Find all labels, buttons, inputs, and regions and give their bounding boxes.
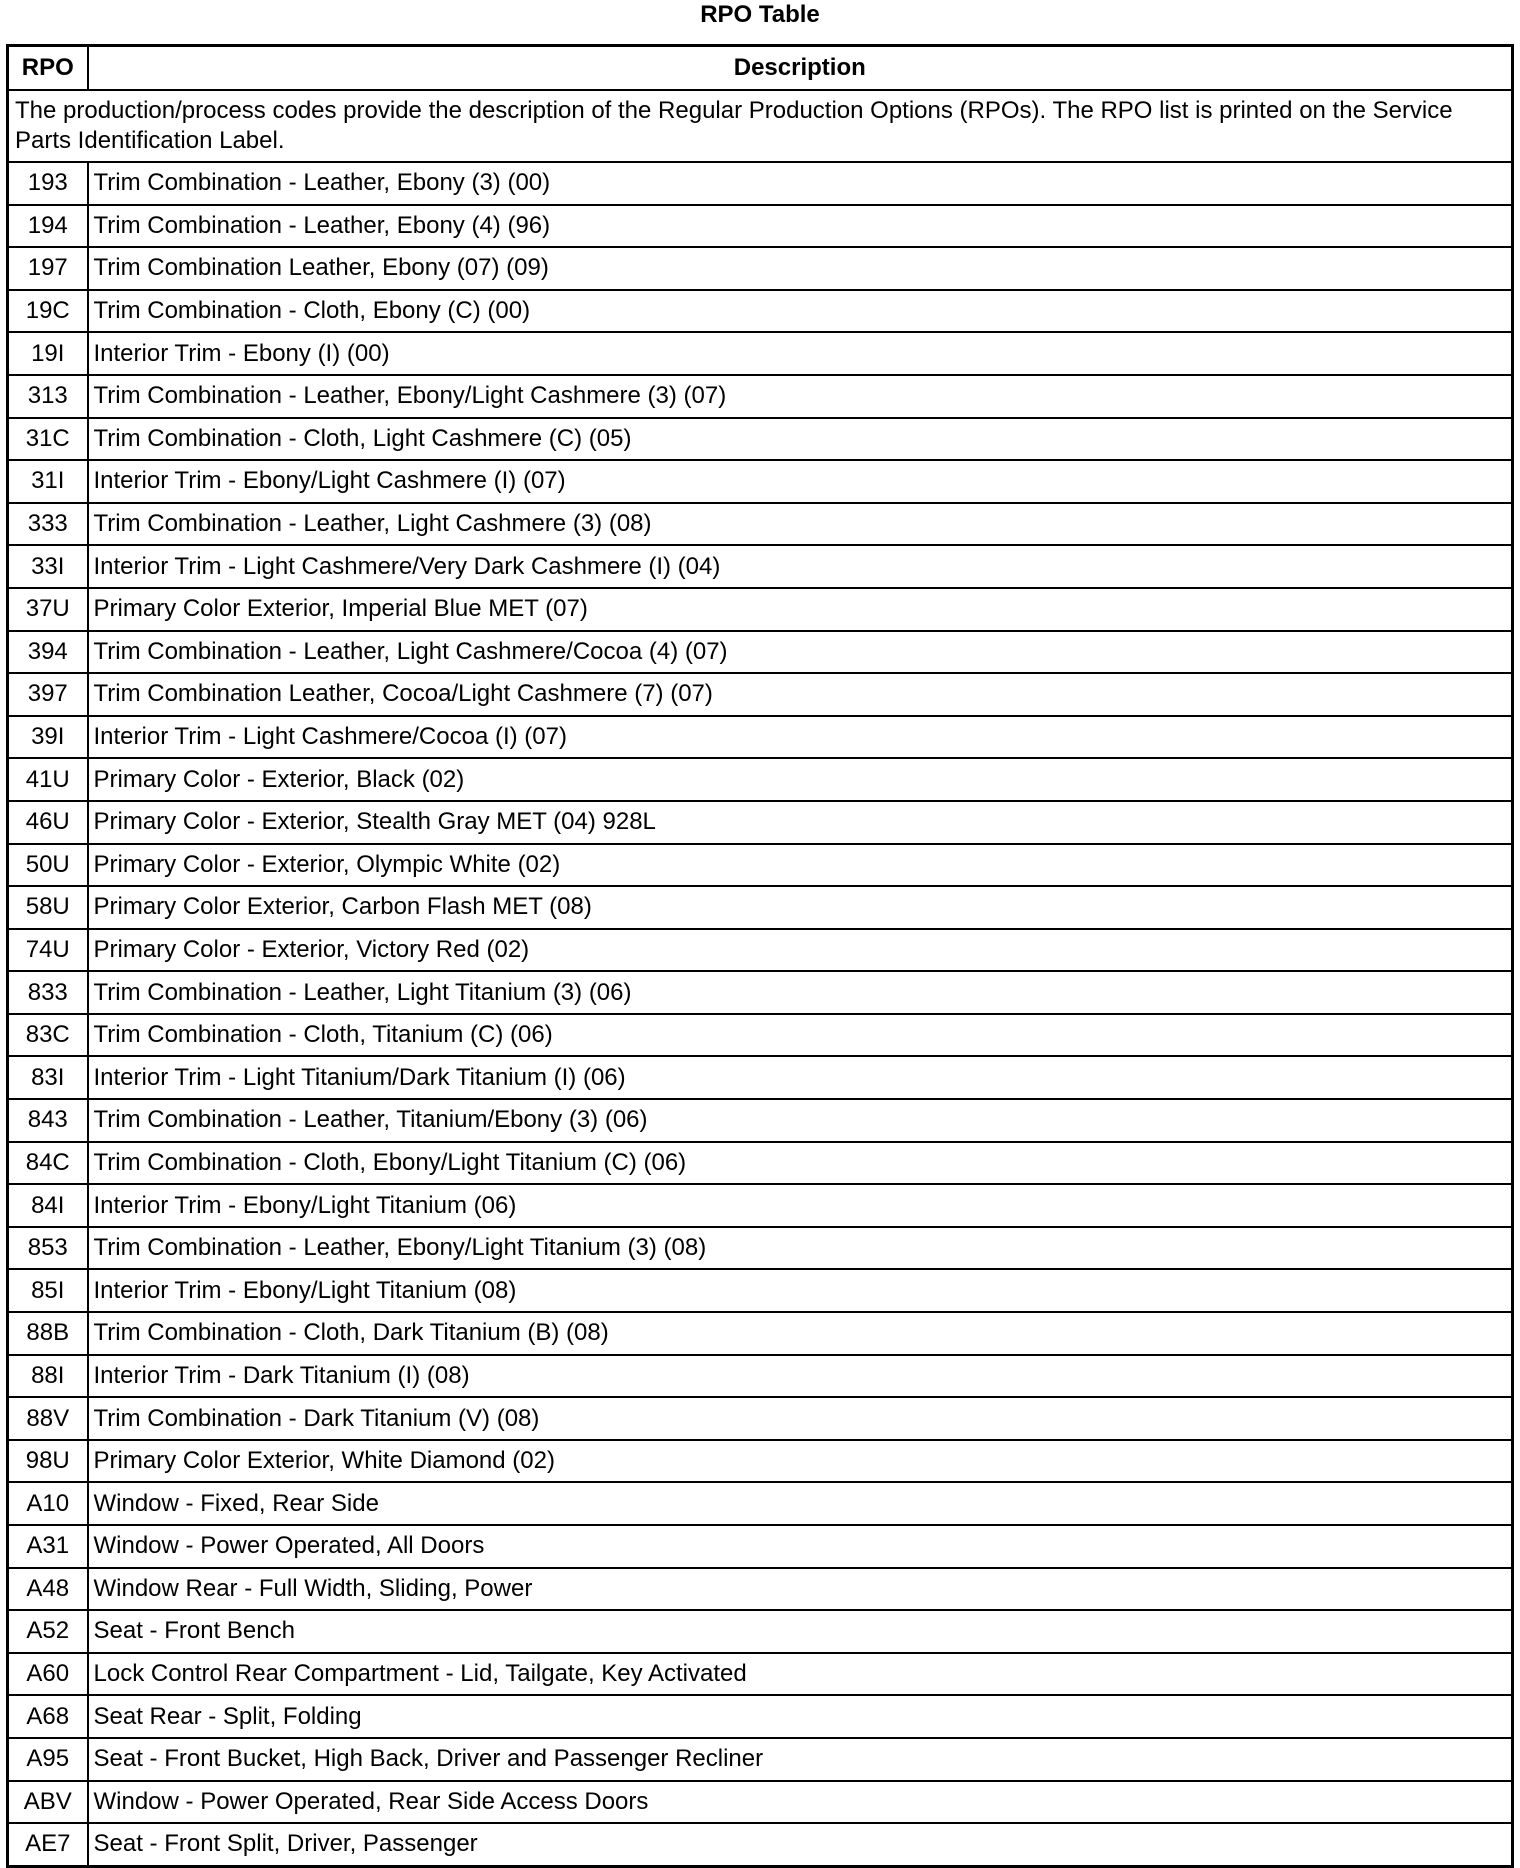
table-row [8, 1695, 1513, 1738]
rpo-description: Trim Combination - Leather, Titanium/Ebony (3) (06) [88, 1099, 1513, 1142]
rpo-code: 19I [8, 332, 88, 375]
table-row [8, 1014, 1513, 1057]
rpo-code: 58U [8, 886, 88, 929]
rpo-code: A68 [8, 1695, 88, 1738]
rpo-description: Trim Combination - Leather, Light Cashmere/Cocoa (4) (07) [88, 631, 1513, 674]
table-row [8, 1653, 1513, 1696]
rpo-description: Primary Color - Exterior, Olympic White (02) [88, 844, 1513, 887]
rpo-code: 84I [8, 1184, 88, 1227]
table-row [8, 1781, 1513, 1824]
rpo-code: 85I [8, 1269, 88, 1312]
table-row [8, 375, 1513, 418]
rpo-description: Window - Power Operated, All Doors [88, 1525, 1513, 1568]
rpo-description: Interior Trim - Dark Titanium (I) (08) [88, 1355, 1513, 1398]
table-row [8, 1142, 1513, 1185]
rpo-code: 394 [8, 631, 88, 674]
rpo-description: Trim Combination - Cloth, Dark Titanium (B) (08) [88, 1312, 1513, 1355]
rpo-description: Trim Combination - Cloth, Ebony (C) (00) [88, 290, 1513, 333]
table-row [8, 716, 1513, 759]
rpo-code: A31 [8, 1525, 88, 1568]
rpo-description: Interior Trim - Light Titanium/Dark Titanium (I) (06) [88, 1056, 1513, 1099]
rpo-code: 98U [8, 1440, 88, 1483]
table-row [8, 631, 1513, 674]
rpo-description: Window - Fixed, Rear Side [88, 1482, 1513, 1525]
rpo-description: Trim Combination - Leather, Ebony (4) (96) [88, 205, 1513, 248]
rpo-description: Seat - Front Split, Driver, Passenger [88, 1823, 1513, 1866]
rpo-description: Trim Combination - Cloth, Titanium (C) (06) [88, 1014, 1513, 1057]
rpo-code: 397 [8, 673, 88, 716]
header-row [8, 46, 1513, 91]
rpo-description: Interior Trim - Ebony/Light Titanium (06) [88, 1184, 1513, 1227]
rpo-code: A95 [8, 1738, 88, 1781]
rpo-code: A48 [8, 1568, 88, 1611]
rpo-description: Seat Rear - Split, Folding [88, 1695, 1513, 1738]
rpo-description: Trim Combination - Leather, Light Cashmere (3) (08) [88, 503, 1513, 546]
rpo-description: Trim Combination - Leather, Ebony (3) (00) [88, 162, 1513, 205]
rpo-code: A60 [8, 1653, 88, 1696]
table-row [8, 886, 1513, 929]
rpo-code: 313 [8, 375, 88, 418]
table-row [8, 290, 1513, 333]
rpo-description: Seat - Front Bucket, High Back, Driver and Passenger Recliner [88, 1738, 1513, 1781]
header-rpo: RPO [8, 46, 88, 91]
rpo-description: Primary Color Exterior, White Diamond (02) [88, 1440, 1513, 1483]
rpo-code: 50U [8, 844, 88, 887]
table-row [8, 1397, 1513, 1440]
rpo-description: Interior Trim - Ebony/Light Titanium (08) [88, 1269, 1513, 1312]
rpo-code: 74U [8, 929, 88, 972]
table-row [8, 503, 1513, 546]
rpo-code: 19C [8, 290, 88, 333]
rpo-description: Trim Combination - Dark Titanium (V) (08) [88, 1397, 1513, 1440]
rpo-description: Interior Trim - Ebony/Light Cashmere (I) (07) [88, 460, 1513, 503]
table-row [8, 588, 1513, 631]
rpo-code: 39I [8, 716, 88, 759]
rpo-code: 88V [8, 1397, 88, 1440]
rpo-description: Interior Trim - Ebony (I) (00) [88, 332, 1513, 375]
rpo-description: Trim Combination - Leather, Ebony/Light Titanium (3) (08) [88, 1227, 1513, 1270]
table-row [8, 1269, 1513, 1312]
table-row [8, 1440, 1513, 1483]
rpo-code: 853 [8, 1227, 88, 1270]
rpo-description: Primary Color Exterior, Carbon Flash MET (08) [88, 886, 1513, 929]
rpo-code: A10 [8, 1482, 88, 1525]
rpo-description: Window Rear - Full Width, Sliding, Power [88, 1568, 1513, 1611]
table-row [8, 1099, 1513, 1142]
rpo-description: Primary Color - Exterior, Victory Red (02) [88, 929, 1513, 972]
table-row [8, 162, 1513, 205]
rpo-code: 194 [8, 205, 88, 248]
rpo-description: Trim Combination Leather, Cocoa/Light Cashmere (7) (07) [88, 673, 1513, 716]
table-row [8, 1056, 1513, 1099]
table-row [8, 801, 1513, 844]
rpo-code: 83C [8, 1014, 88, 1057]
rpo-code: 84C [8, 1142, 88, 1185]
table-row [8, 844, 1513, 887]
table-row [8, 1482, 1513, 1525]
rpo-code: 83I [8, 1056, 88, 1099]
table-row [8, 1610, 1513, 1653]
table-row [8, 1184, 1513, 1227]
rpo-table [6, 44, 1514, 1868]
table-row [8, 929, 1513, 972]
intro-text: The production/process codes provide the description of the Regular Production Options (RPOs). The RPO list is printed on the Service Parts Identification Label. [8, 90, 1513, 162]
rpo-code: 41U [8, 758, 88, 801]
rpo-description: Interior Trim - Light Cashmere/Very Dark Cashmere (I) (04) [88, 545, 1513, 588]
rpo-code: 843 [8, 1099, 88, 1142]
table-row [8, 418, 1513, 461]
table-row [8, 460, 1513, 503]
rpo-description: Trim Combination - Cloth, Light Cashmere (C) (05) [88, 418, 1513, 461]
table-row [8, 1525, 1513, 1568]
rpo-code: 197 [8, 247, 88, 290]
header-description: Description [88, 46, 1513, 91]
rpo-code: 193 [8, 162, 88, 205]
page-title: RPO Table [700, 1, 820, 28]
rpo-code: 46U [8, 801, 88, 844]
rpo-description: Interior Trim - Light Cashmere/Cocoa (I) (07) [88, 716, 1513, 759]
rpo-code: 37U [8, 588, 88, 631]
intro-row [8, 90, 1513, 162]
rpo-code: 31C [8, 418, 88, 461]
rpo-description: Lock Control Rear Compartment - Lid, Tailgate, Key Activated [88, 1653, 1513, 1696]
rpo-code: AE7 [8, 1823, 88, 1866]
table-row [8, 1738, 1513, 1781]
rpo-description: Primary Color - Exterior, Stealth Gray MET (04) 928L [88, 801, 1513, 844]
rpo-code: A52 [8, 1610, 88, 1653]
table-row [8, 247, 1513, 290]
table-row [8, 1568, 1513, 1611]
rpo-description: Trim Combination - Cloth, Ebony/Light Titanium (C) (06) [88, 1142, 1513, 1185]
rpo-code: 88I [8, 1355, 88, 1398]
rpo-description: Primary Color - Exterior, Black (02) [88, 758, 1513, 801]
table-row [8, 545, 1513, 588]
rpo-code: ABV [8, 1781, 88, 1824]
rpo-code: 833 [8, 971, 88, 1014]
rpo-description: Seat - Front Bench [88, 1610, 1513, 1653]
rpo-code: 31I [8, 460, 88, 503]
table-row [8, 1312, 1513, 1355]
table-row [8, 673, 1513, 716]
rpo-code: 33I [8, 545, 88, 588]
table-row [8, 205, 1513, 248]
rpo-code: 88B [8, 1312, 88, 1355]
table-row [8, 971, 1513, 1014]
table-row [8, 1227, 1513, 1270]
rpo-description: Trim Combination Leather, Ebony (07) (09) [88, 247, 1513, 290]
table-row [8, 332, 1513, 375]
rpo-code: 333 [8, 503, 88, 546]
table-row [8, 1355, 1513, 1398]
table-row [8, 758, 1513, 801]
rpo-description: Trim Combination - Leather, Ebony/Light Cashmere (3) (07) [88, 375, 1513, 418]
table-body [8, 90, 1513, 1866]
rpo-description: Window - Power Operated, Rear Side Access Doors [88, 1781, 1513, 1824]
rpo-description: Trim Combination - Leather, Light Titanium (3) (06) [88, 971, 1513, 1014]
rpo-description: Primary Color Exterior, Imperial Blue MET (07) [88, 588, 1513, 631]
